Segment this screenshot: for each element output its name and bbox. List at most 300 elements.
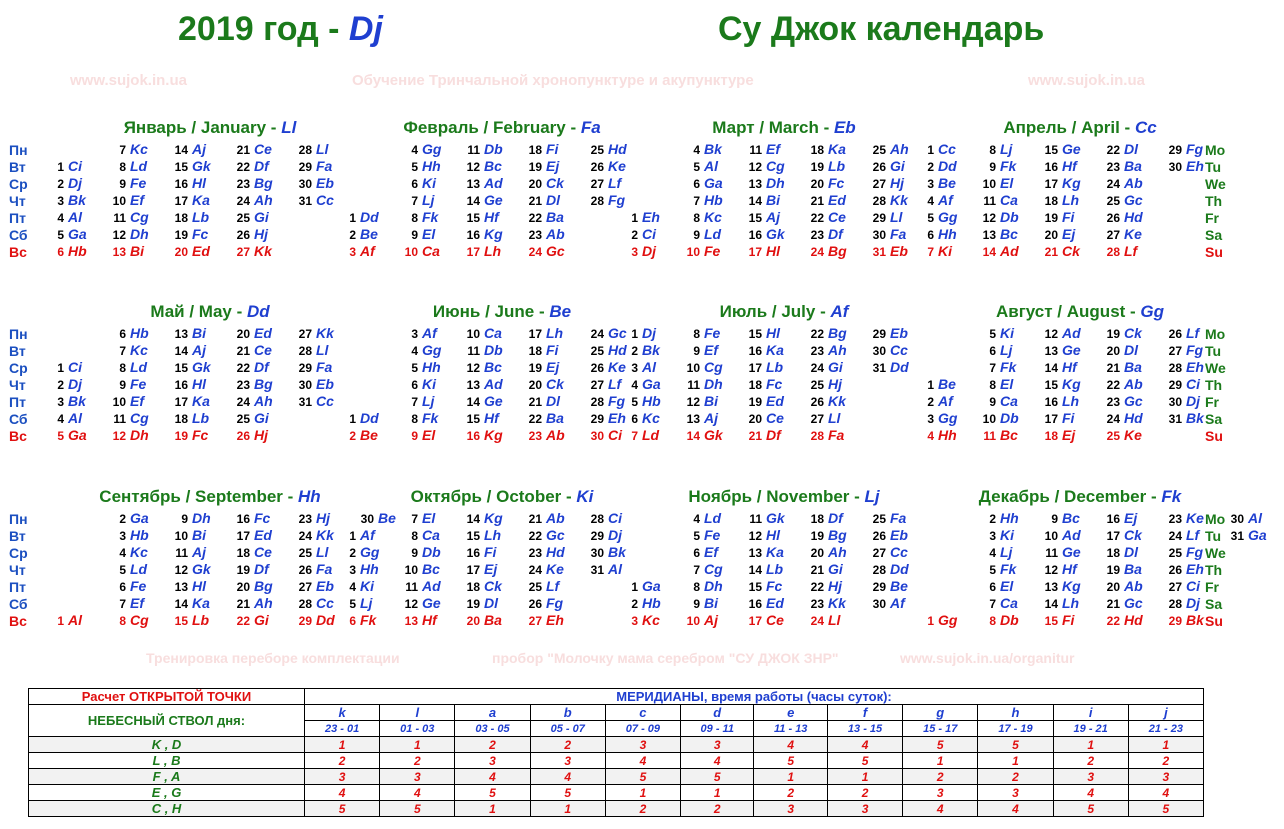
day-code: Ga: [68, 427, 87, 443]
day-cell: [864, 595, 926, 612]
day-code: Al: [642, 359, 656, 375]
day-cell: [334, 427, 396, 444]
day-cell: [290, 141, 352, 158]
day-code: Fg: [1186, 544, 1204, 560]
day-code: Ce: [254, 544, 272, 560]
day-number: 21: [1106, 361, 1120, 375]
day-code: Dl: [1124, 544, 1138, 560]
day-code: Gk: [192, 158, 211, 174]
day-number: 3: [631, 614, 638, 628]
day-cell: [802, 612, 864, 629]
day-number: 14: [1044, 597, 1058, 611]
day-code: Ce: [766, 612, 784, 628]
meridian-letter: f: [827, 705, 902, 721]
day-number: 22: [1106, 378, 1120, 392]
day-cell: [740, 325, 802, 342]
day-cell: [228, 561, 290, 578]
day-code: Eh: [608, 410, 626, 426]
day-cell: [912, 175, 974, 192]
day-cell: [458, 175, 520, 192]
month-name: Апрель / April -: [1003, 118, 1135, 137]
day-code: Fk: [1000, 359, 1017, 375]
day-cell: [974, 141, 1036, 158]
value-cell: 5: [903, 737, 978, 753]
day-cell: [912, 427, 974, 444]
value-cell: 1: [1128, 737, 1203, 753]
day-code: Dh: [130, 226, 149, 242]
day-cell: [42, 612, 104, 629]
day-number: 21: [528, 194, 542, 208]
day-number: 11: [113, 412, 126, 426]
day-cell: [1098, 578, 1160, 595]
watermark-center: Обучение Тринчальной хронопунктуре и акупунктуре: [352, 72, 754, 89]
day-code: Af: [360, 527, 375, 543]
day-code: Ci: [642, 226, 656, 242]
day-cell: [1098, 393, 1160, 410]
day-number: 17: [466, 245, 480, 259]
day-number: 6: [349, 614, 356, 628]
page-title-calendar: Су Джок календарь: [718, 10, 1045, 48]
day-number: 11: [405, 580, 418, 594]
day-cell: [520, 175, 582, 192]
day-code: Eh: [642, 209, 660, 225]
day-cell: [166, 192, 228, 209]
day-cell: [1036, 376, 1098, 393]
day-number: 10: [686, 361, 700, 375]
weekday-label-ru: Ср: [9, 176, 28, 192]
day-number: 12: [748, 529, 762, 543]
day-code: Lh: [1062, 192, 1080, 208]
day-cell: [228, 141, 290, 158]
day-cell: [458, 342, 520, 359]
weekday-label-ru: Пт: [9, 394, 26, 410]
weekday-label-ru: Чт: [9, 377, 26, 393]
day-cell: [974, 393, 1036, 410]
value-cell: 2: [1053, 753, 1128, 769]
day-number: 29: [1168, 143, 1182, 157]
day-cell: [1036, 612, 1098, 629]
month-code: Lj: [864, 487, 880, 506]
day-code: Ga: [130, 510, 149, 526]
meridian-time: 23 - 01: [305, 721, 380, 737]
day-cell: [228, 578, 290, 595]
value-cell: 2: [380, 753, 455, 769]
day-number: 23: [528, 546, 542, 560]
day-cell: [1098, 158, 1160, 175]
year-label: 2019 год -: [178, 10, 349, 48]
day-number: 17: [174, 395, 188, 409]
day-number: 26: [872, 160, 886, 174]
day-number: 5: [927, 211, 934, 225]
day-number: 8: [693, 211, 700, 225]
table-row: [29, 753, 1204, 769]
value-cell: 4: [305, 785, 380, 801]
day-number: 16: [748, 597, 762, 611]
day-cell: [678, 427, 740, 444]
day-cell: [520, 243, 582, 260]
day-number: 17: [528, 327, 542, 341]
day-code: Lh: [484, 243, 502, 259]
day-number: 15: [174, 160, 188, 174]
watermark-left: www.sujok.in.ua: [70, 72, 187, 89]
day-code: Ka: [766, 544, 784, 560]
day-code: Dj: [1186, 595, 1200, 611]
day-cell: [458, 393, 520, 410]
day-cell: [802, 410, 864, 427]
day-cell: [740, 544, 802, 561]
month-code: Ll: [281, 118, 297, 137]
day-number: 3: [349, 245, 356, 259]
day-number: 12: [466, 160, 480, 174]
value-cell: 5: [1053, 801, 1128, 817]
day-code: Hh: [422, 158, 441, 174]
weekday-label-en: Tu: [1205, 528, 1222, 544]
day-cell: [974, 175, 1036, 192]
day-number: 10: [982, 177, 996, 191]
day-cell: [42, 410, 104, 427]
day-cell: [740, 342, 802, 359]
day-code: Fg: [608, 192, 626, 208]
day-code: Ej: [1062, 427, 1076, 443]
weekday-label-ru: Пт: [9, 210, 26, 226]
day-code: Fc: [766, 578, 783, 594]
day-number: 18: [466, 580, 480, 594]
day-code: Fa: [890, 226, 907, 242]
day-code: Gc: [1124, 595, 1143, 611]
day-code: Lf: [608, 175, 622, 191]
meridian-time: 13 - 15: [827, 721, 902, 737]
day-code: Ke: [1186, 510, 1204, 526]
day-cell: [678, 175, 740, 192]
day-cell: [228, 175, 290, 192]
day-number: 21: [810, 194, 824, 208]
day-number: 26: [872, 529, 886, 543]
day-number: 4: [989, 546, 996, 560]
day-number: 29: [298, 160, 312, 174]
value-cell: 1: [978, 753, 1053, 769]
day-number: 9: [693, 228, 700, 242]
day-code: Eh: [1186, 359, 1204, 375]
stem-cell: F , A: [29, 769, 305, 785]
day-number: 13: [404, 614, 418, 628]
day-code: Dj: [642, 325, 656, 341]
day-cell: [228, 595, 290, 612]
day-cell: [228, 192, 290, 209]
day-cell: [42, 393, 104, 410]
value-cell: 1: [1053, 737, 1128, 753]
value-cell: 4: [754, 737, 827, 753]
day-number: 5: [989, 327, 996, 341]
day-number: 19: [810, 160, 824, 174]
day-code: Ka: [828, 141, 846, 157]
day-number: 8: [411, 211, 418, 225]
day-cell: [396, 342, 458, 359]
day-code: Ca: [1000, 595, 1018, 611]
day-cell: [104, 325, 166, 342]
day-code: Fe: [704, 325, 721, 341]
day-cell: [1036, 527, 1098, 544]
day-number: 19: [528, 361, 542, 375]
day-code: Dj: [1186, 393, 1200, 409]
weekday-label-en: Su: [1205, 613, 1223, 629]
day-cell: [104, 209, 166, 226]
weekday-label-ru: Пн: [9, 326, 28, 342]
month-title: [352, 302, 652, 322]
day-cell: [1098, 243, 1160, 260]
day-code: Kg: [484, 510, 503, 526]
weekday-label-ru: Сб: [9, 227, 28, 243]
day-number: 6: [119, 580, 126, 594]
day-code: Ba: [546, 209, 564, 225]
day-code: Fa: [890, 510, 907, 526]
day-cell: [1036, 359, 1098, 376]
open-point-label: Расчет ОТКРЫТОЙ ТОЧКИ: [29, 689, 305, 705]
day-number: 10: [686, 614, 700, 628]
day-number: 14: [174, 344, 188, 358]
day-cell: [616, 410, 678, 427]
day-number: 13: [748, 546, 762, 560]
day-cell: [1036, 141, 1098, 158]
day-number: 6: [119, 327, 126, 341]
day-cell: [166, 510, 228, 527]
month-title: [352, 487, 652, 507]
month-block: [349, 302, 652, 452]
month-code: Af: [830, 302, 849, 321]
day-code: Ef: [704, 544, 718, 560]
day-code: Dd: [360, 209, 379, 225]
stem-cell: C , H: [29, 801, 305, 817]
day-code: Hl: [192, 578, 206, 594]
day-code: Aj: [766, 209, 780, 225]
day-code: Ga: [1248, 527, 1267, 543]
day-cell: [520, 595, 582, 612]
day-number: 23: [298, 512, 312, 526]
day-code: Fi: [546, 342, 559, 358]
day-code: Ll: [828, 612, 841, 628]
meridian-letter: h: [978, 705, 1053, 721]
day-number: 12: [404, 597, 418, 611]
day-cell: [912, 141, 974, 158]
day-number: 24: [1168, 529, 1182, 543]
day-cell: [290, 325, 352, 342]
day-code: Hb: [642, 393, 661, 409]
weekday-label-ru: Вс: [9, 613, 27, 629]
value-cell: 2: [978, 769, 1053, 785]
day-number: 29: [1168, 378, 1182, 392]
day-number: 28: [298, 597, 312, 611]
day-number: 20: [528, 177, 542, 191]
day-code: Ge: [1062, 342, 1081, 358]
day-code: Ck: [1124, 527, 1142, 543]
day-code: Fe: [130, 175, 147, 191]
day-code: Kc: [130, 342, 148, 358]
day-code: Fc: [192, 427, 209, 443]
weekday-label-ru: Ср: [9, 360, 28, 376]
day-code: Fe: [130, 578, 147, 594]
day-cell: [104, 158, 166, 175]
day-cell: [912, 612, 974, 629]
day-number: 1: [631, 211, 638, 225]
day-code: Gi: [254, 410, 269, 426]
day-number: 27: [1168, 344, 1182, 358]
day-number: 6: [411, 378, 418, 392]
day-cell: [290, 393, 352, 410]
day-number: 19: [1106, 563, 1120, 577]
day-cell: [1036, 410, 1098, 427]
day-number: 27: [528, 614, 542, 628]
day-number: 21: [1044, 245, 1058, 259]
day-code: Be: [360, 427, 378, 443]
day-code: Gk: [192, 359, 211, 375]
day-code: Bc: [484, 158, 502, 174]
month-name: Июль / July -: [719, 302, 831, 321]
year-code: Dj: [348, 10, 383, 48]
day-number: 16: [236, 512, 250, 526]
day-cell: [1036, 158, 1098, 175]
day-code: Hf: [1062, 561, 1077, 577]
day-number: 17: [1044, 177, 1058, 191]
day-code: Gk: [766, 226, 785, 242]
day-number: 23: [236, 378, 250, 392]
day-cell: [974, 226, 1036, 243]
day-number: 11: [983, 429, 996, 443]
day-cell: [290, 359, 352, 376]
weekday-label-en: We: [1205, 360, 1226, 376]
day-cell: [974, 410, 1036, 427]
day-number: 28: [298, 344, 312, 358]
value-cell: 5: [978, 737, 1053, 753]
day-number: 14: [466, 395, 480, 409]
day-number: 14: [982, 245, 996, 259]
day-cell: [678, 359, 740, 376]
day-number: 21: [236, 597, 250, 611]
day-code: Db: [1000, 612, 1019, 628]
day-cell: [678, 325, 740, 342]
day-code: Hf: [1062, 158, 1077, 174]
day-cell: [974, 561, 1036, 578]
day-number: 29: [1168, 614, 1182, 628]
day-number: 19: [1106, 327, 1120, 341]
day-number: 15: [1044, 143, 1058, 157]
day-number: 9: [119, 378, 126, 392]
table-row: [29, 801, 1204, 817]
day-code: Hl: [766, 527, 780, 543]
day-code: Dh: [704, 376, 723, 392]
day-cell: [166, 175, 228, 192]
day-code: Ah: [890, 141, 909, 157]
month-name: Ноябрь / November -: [688, 487, 865, 506]
day-code: Ge: [422, 595, 441, 611]
day-cell: [42, 209, 104, 226]
day-code: Gi: [254, 612, 269, 628]
day-code: Ba: [484, 612, 502, 628]
day-number: 16: [466, 228, 480, 242]
weekday-label-en: Tu: [1205, 159, 1222, 175]
day-number: 7: [411, 194, 418, 208]
meridian-time: 01 - 03: [380, 721, 455, 737]
day-cell: [396, 376, 458, 393]
day-cell: [458, 410, 520, 427]
day-code: Ef: [130, 192, 144, 208]
month-name: Август / August -: [995, 302, 1141, 321]
day-cell: [974, 209, 1036, 226]
day-code: Ej: [546, 158, 560, 174]
day-number: 19: [1044, 211, 1058, 225]
day-cell: [802, 578, 864, 595]
day-number: 1: [927, 143, 934, 157]
day-cell: [1098, 141, 1160, 158]
day-code: Ge: [484, 192, 503, 208]
day-cell: [42, 427, 104, 444]
day-number: 12: [112, 228, 126, 242]
day-code: Dh: [704, 578, 723, 594]
day-number: 4: [927, 194, 934, 208]
day-code: Aj: [192, 544, 206, 560]
day-cell: [740, 510, 802, 527]
day-code: Eb: [316, 175, 334, 191]
day-cell: [864, 342, 926, 359]
day-number: 30: [590, 429, 604, 443]
month-block: [631, 487, 934, 637]
day-cell: [104, 578, 166, 595]
day-cell: [616, 359, 678, 376]
day-cell: [974, 595, 1036, 612]
day-code: Cc: [890, 544, 908, 560]
day-cell: [334, 578, 396, 595]
day-code: Gg: [360, 544, 380, 560]
day-code: El: [422, 427, 436, 443]
day-number: 11: [113, 211, 126, 225]
day-cell: [396, 578, 458, 595]
day-cell: [1036, 209, 1098, 226]
day-number: 3: [989, 529, 996, 543]
day-number: 4: [119, 546, 126, 560]
day-code: Kg: [484, 226, 503, 242]
day-cell: [1098, 209, 1160, 226]
day-cell: [228, 427, 290, 444]
day-code: Lf: [546, 578, 560, 594]
day-cell: [616, 325, 678, 342]
day-cell: [974, 359, 1036, 376]
day-cell: [334, 226, 396, 243]
day-code: Bg: [254, 175, 273, 191]
day-code: Ge: [1062, 544, 1081, 560]
day-cell: [912, 158, 974, 175]
day-number: 12: [112, 429, 126, 443]
day-code: Dl: [546, 192, 560, 208]
value-cell: 2: [1128, 753, 1203, 769]
day-code: Al: [68, 612, 82, 628]
day-cell: [740, 595, 802, 612]
value-cell: 3: [681, 737, 754, 753]
day-code: Fc: [828, 175, 845, 191]
day-cell: [1098, 410, 1160, 427]
day-cell: [616, 342, 678, 359]
value-cell: 2: [455, 737, 530, 753]
day-cell: [104, 376, 166, 393]
weekday-label-en: Mo: [1205, 326, 1226, 342]
day-code: Fi: [1062, 612, 1075, 628]
day-code: Lf: [1124, 243, 1138, 259]
day-cell: [458, 158, 520, 175]
day-cell: [228, 527, 290, 544]
day-code: Cg: [704, 359, 723, 375]
day-number: 11: [467, 344, 480, 358]
day-cell: [290, 342, 352, 359]
day-number: 5: [57, 228, 64, 242]
day-number: 1: [57, 614, 64, 628]
day-code: Eb: [890, 325, 908, 341]
